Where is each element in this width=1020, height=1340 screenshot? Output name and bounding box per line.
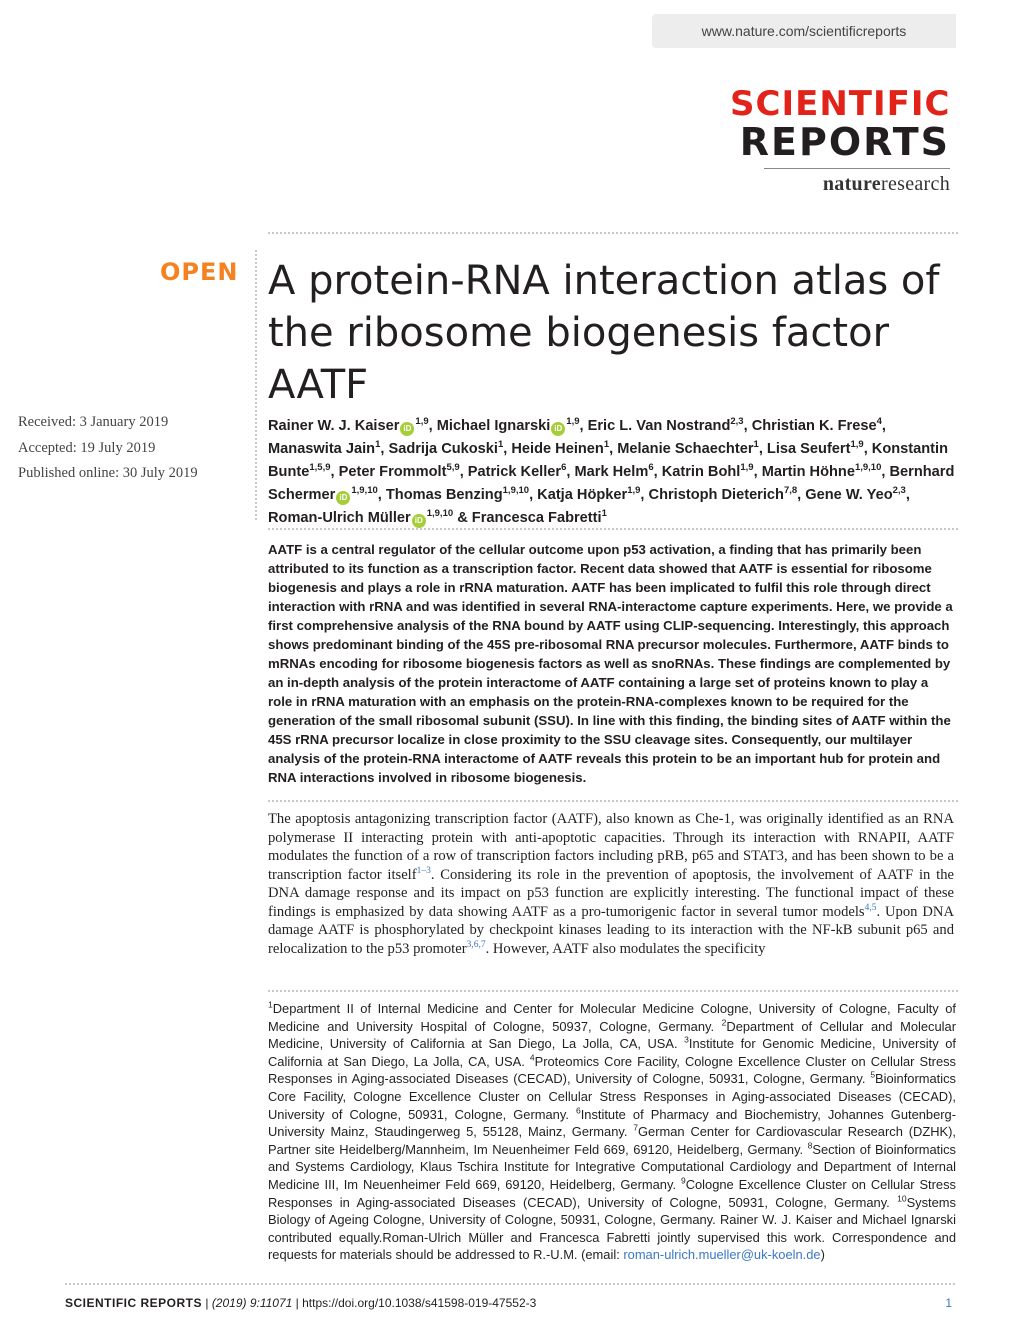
page-number: 1	[945, 1296, 952, 1310]
author-list	[268, 415, 958, 530]
author-affiliation-marker: 2,3	[730, 416, 744, 428]
author-separator: ,	[863, 441, 872, 457]
author-name: Martin Höhne	[761, 464, 855, 480]
author-affiliation-marker: 4	[876, 416, 882, 428]
author-affiliation-marker: 6	[561, 462, 567, 474]
logo-reports: REPORTS	[739, 120, 950, 164]
affiliations-divider	[268, 990, 958, 992]
author-separator: ,	[753, 464, 762, 480]
affil-marker: 7	[633, 1122, 639, 1133]
published-date: Published online: 30 July 2019	[18, 465, 198, 481]
article-title: A protein-RNA interaction atlas of the ribosome biogenesis factor AATF	[268, 258, 940, 408]
reference-link[interactable]: 4,5	[864, 902, 877, 913]
footer-separator: |	[202, 1296, 212, 1310]
author-name: Manaswita Jain	[268, 441, 376, 457]
author-name: Patrick Keller	[467, 464, 562, 480]
received-date: Received: 3 January 2019	[18, 414, 169, 430]
author-separator: ,	[566, 464, 575, 480]
author-affiliation-marker: 1,9	[850, 439, 864, 451]
author-affiliation-marker: 5,9	[446, 462, 460, 474]
author-name: Sadrija Cukoski	[388, 441, 498, 457]
author-name: Bernhard Schermer	[268, 464, 955, 503]
author-separator: ,	[503, 441, 512, 457]
footer-doi-link[interactable]: | https://doi.org/10.1038/s41598-019-47552-3	[292, 1296, 537, 1310]
affiliations	[268, 1000, 956, 1264]
page-footer	[65, 1296, 955, 1310]
affil-text: Department II of Internal Medicine and Center for Molecular Medicine Cologne, University of Cologne, Faculty of Medicine and University Hospital of Cologne, 50937, Cologne, Germany.	[268, 1001, 956, 1034]
author-affiliation-marker: 6	[648, 462, 654, 474]
author-separator: ,	[377, 487, 386, 503]
affil-marker: 6	[575, 1105, 581, 1116]
authors-divider	[268, 528, 958, 530]
affil-text: Section of Bioinformatics and Systems Cardiology, Klaus Tschira Institute for Integrative Computational Cardiology and Department of Internal Medicine III, Im Neuenheimer Feld 669, 69120, Heidelberg, Germany.	[268, 1141, 956, 1192]
logo-research-word: research	[880, 173, 950, 195]
affil-marker: 8	[807, 1140, 813, 1151]
author-affiliation-marker: 1	[375, 439, 381, 451]
body-text: . Upon DNA damage AATF is phosphorylated by checkpoint kinases leading to its interaction with the NF-kB subunit p65 and relocalization to the p53 promoter	[268, 903, 954, 957]
author-affiliation-marker: 1,9,10	[426, 508, 454, 520]
abstract: AATF is a central regulator of the cellular outcome upon p53 activation, a finding that has primarily been attributed to its function as a transcription factor. Recent data showed that AATF is essential for ribosome biogenesis and plays a role in rRNA maturation. AATF has been implicated to fulfil this role through direct interaction with rRNA and was identified in several RNA-interactome capture experiments. Here, we provide a first comprehensive analysis of the RNA bound by AATF using CLIP-sequencing. Interestingly, this approach shows predominant binding of the 45S pre-ribosomal RNA precursor molecules. Furthermore, AATF binds to mRNAs encoding for ribosome biogenesis factors as well as snoRNAs. These findings are complemented by an in-depth analysis of the protein interactome of AATF containing a large set of proteins known to play a role in rRNA maturation with an emphasis on the protein-RNA-complexes known to be required for the generation of the small ribosomal subunit (SSU). In line with this finding, the binding sites of AATF within the 45S rRNA precursor localize in close proximity to the SSU cleavage sites. Consequently, our multilayer analysis of the protein-RNA interactome of AATF reveals this protein to be an important hub for protein and RNA interactions involved in ribosome biogenesis.	[268, 542, 953, 785]
affil-text: German Center for Cardiovascular Research (DZHK), Partner site Heidelberg/Mannheim, Im Neuenheimer Feld 669, 69120, Heidelberg, Germany.	[268, 1124, 956, 1157]
orcid-icon[interactable]: iD	[400, 422, 414, 436]
reference-link[interactable]: 1–3	[416, 865, 431, 876]
body-text: The apoptosis antagonizing transcription factor (AATF), also known as Che-1, was originally identified as an RNA polymerase II interacting protein with anti-apoptotic capacities. Through its interaction with RNAPII, AATF modulates the function of a row of transcription factors including pRB, p65 and STAT3, and has been shown to be a transcription factor itself	[268, 811, 954, 883]
author-separator: ,	[881, 418, 886, 434]
author-affiliation-marker: 1	[497, 439, 504, 451]
author-name: Roman-Ulrich Müller	[268, 510, 411, 526]
author-affiliation-marker: 1,9	[627, 485, 641, 497]
affil-text: Cologne Excellence Cluster on Cellular Stress Responses in Aging-associated Diseases (CECAD), University of Cologne, 50931, Cologne, Germany.	[268, 1176, 956, 1210]
author-affiliation-marker: 2,3	[892, 485, 906, 497]
intro-paragraph	[268, 810, 954, 958]
author-separator: ,	[758, 441, 767, 457]
logo-nature-word: nature	[822, 173, 881, 195]
affil-text: Systems Biology of Ageing Cologne, University of Cologne, 50931, Cologne, Germany. Rainer W. J. Kaiser and Michael Ignarski contributed equally.Roman-Ulrich Müller and Francesca Fabretti jointly supervised this work. Correspondence and requests for materials should be addressed to R.-U.M. (email:	[268, 1194, 956, 1263]
author-name: Francesca Fabretti	[471, 510, 602, 526]
author-name: Lisa Seufert	[766, 441, 851, 457]
open-access-badge: OPEN	[160, 258, 239, 286]
author-separator: ,	[529, 487, 538, 503]
author-separator: ,	[459, 464, 468, 480]
reference-link[interactable]: 3,6,7	[466, 939, 486, 950]
author-affiliation-marker: 1,9,10	[502, 485, 530, 497]
author-affiliation-marker: 1,9	[415, 416, 429, 428]
author-separator: ,	[579, 418, 588, 434]
author-name: Konstantin Bunte	[268, 441, 949, 480]
author-name: Katrin Bohl	[661, 464, 741, 480]
orcid-icon[interactable]: iD	[551, 422, 565, 436]
affil-marker: 2	[721, 1017, 727, 1028]
logo-nature-research	[730, 173, 950, 196]
author-affiliation-marker: 1,5,9	[309, 462, 331, 474]
affil-marker: 1	[268, 999, 273, 1010]
affil-marker: 9	[680, 1175, 686, 1186]
logo-divider	[764, 168, 950, 169]
correspondence-email-link[interactable]: roman-ulrich.mueller@uk-koeln.de	[623, 1247, 821, 1263]
author-affiliation-marker: 1,9,10	[854, 462, 882, 474]
author-separator: ,	[609, 441, 618, 457]
author-name: Rainer W. J. Kaiser	[268, 418, 400, 434]
author-separator: ,	[905, 487, 910, 503]
footer-citation: (2019) 9:11071	[211, 1296, 293, 1310]
affil-text: Institute for Genomic Medicine, University of California at San Diego, La Jolla, CA, USA.	[268, 1036, 956, 1069]
abstract-divider	[268, 800, 958, 802]
affil-text: Bioinformatics Core Facility, Cologne Excellence Cluster on Cellular Stress Responses in Aging-associated Diseases (CECAD), University of Cologne, 50931, Cologne, Germany.	[268, 1071, 956, 1122]
body-text: . Considering its role in the prevention of apoptosis, the involvement of AATF in the DNA damage response and its impact on p53 function are explicitly interesting. The functional impact of these findings is emphasized by data showing AATF as a pro-tumorigenic factor in several tumor models	[268, 866, 954, 920]
author-affiliation-marker: 1	[753, 439, 759, 451]
author-affiliation-marker: 1,9	[740, 462, 754, 474]
affil-marker: 10	[897, 1193, 907, 1204]
affil-marker: 4	[529, 1052, 535, 1063]
author-separator: ,	[653, 464, 662, 480]
author-affiliation-marker: 7,8	[783, 485, 798, 497]
orcid-icon[interactable]: iD	[412, 514, 426, 528]
author-name: Heide Heinen	[511, 441, 604, 457]
author-name: Gene W. Yeo	[805, 487, 893, 503]
footer-divider	[65, 1283, 955, 1285]
affil-text: Proteomics Core Facility, Cologne Excellence Cluster on Cellular Stress Responses in Aging-associated Diseases (CECAD), University of Cologne, 50931, Cologne, Germany.	[268, 1053, 956, 1087]
vertical-divider	[255, 250, 257, 520]
author-affiliation-marker: 1,9,10	[351, 485, 378, 497]
author-affiliation-marker: 1	[601, 508, 607, 520]
journal-url[interactable]: www.nature.com/scientificreports	[652, 14, 956, 48]
author-separator: ,	[380, 441, 389, 457]
author-separator: ,	[743, 418, 752, 434]
author-separator: ,	[881, 464, 890, 480]
author-name: Eric L. Van Nostrand	[587, 418, 731, 434]
orcid-icon[interactable]: iD	[336, 491, 350, 505]
author-name: Katja Höpker	[537, 487, 628, 503]
author-separator: ,	[428, 418, 437, 434]
author-name: Thomas Benzing	[385, 487, 503, 503]
accepted-date: Accepted: 19 July 2019	[18, 440, 156, 456]
journal-logo	[730, 86, 950, 196]
author-separator: ,	[330, 464, 339, 480]
author-separator: ,	[640, 487, 649, 503]
author-separator: &	[453, 510, 472, 526]
affil-marker: 3	[684, 1034, 689, 1045]
affil-text: Department of Cellular and Molecular Medicine, University of California at San Diego, La Jolla, CA, USA.	[268, 1018, 956, 1052]
author-name: Christoph Dieterich	[648, 487, 784, 503]
affil-text: )	[820, 1247, 825, 1263]
author-affiliation-marker: 1,9	[566, 416, 580, 428]
author-name: Mark Helm	[574, 464, 649, 480]
author-affiliation-marker: 1	[603, 439, 610, 451]
footer-journal-name: SCIENTIFIC REPORTS	[65, 1296, 203, 1310]
body-text: . However, AATF also modulates the specificity	[485, 940, 766, 957]
author-name: Melanie Schaechter	[617, 441, 754, 457]
affil-marker: 5	[870, 1070, 876, 1081]
header-divider	[268, 232, 958, 234]
author-separator: ,	[797, 487, 806, 503]
affil-text: Institute of Pharmacy and Biochemistry, Johannes Gutenberg-University Mainz, Staudingerweg 5, 55128, Mainz, Germany.	[268, 1106, 957, 1140]
logo-scientific: SCIENTIFIC	[730, 84, 951, 124]
author-name: Michael Ignarski	[436, 418, 551, 434]
author-name: Christian K. Frese	[751, 418, 877, 434]
author-name: Peter Frommolt	[338, 464, 447, 480]
